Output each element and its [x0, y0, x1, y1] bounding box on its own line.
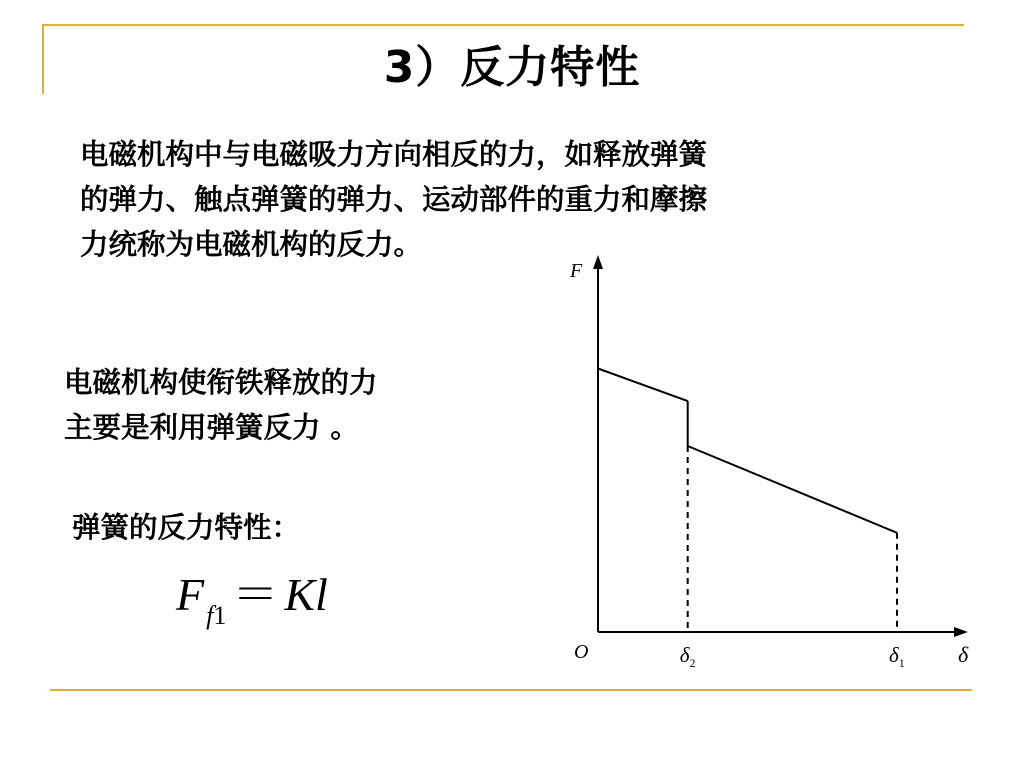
- formula-force-symbol: F: [176, 569, 205, 620]
- formula-subscript: [206, 601, 226, 630]
- release-note: [64, 360, 534, 450]
- slide-title: 3）反力特性: [383, 42, 641, 93]
- spring-characteristic-label: 弹簧的反力特性：: [72, 511, 301, 544]
- spring-force-formula: [176, 565, 328, 632]
- x-tick-subscript: 2: [689, 656, 696, 670]
- frame-top-line: [42, 24, 964, 26]
- x-tick-label: $\delta_1$: [889, 643, 905, 670]
- formula-subscript-letter: f: [206, 601, 214, 630]
- release-line: 主要是利用弹簧反力 。: [64, 411, 359, 444]
- x-axis-arrow: [954, 627, 968, 637]
- force-segment-2: [688, 446, 897, 533]
- frame-bottom-line: [50, 689, 972, 691]
- y-axis-arrow: [593, 255, 603, 269]
- release-line: 电磁机构使衔铁释放的力: [64, 366, 378, 399]
- force-segment-1: [598, 369, 688, 402]
- formula-subscript-number: 1: [213, 601, 227, 630]
- intro-line: 电磁机构中与电磁吸力方向相反的力，如释放弹簧: [80, 138, 708, 171]
- origin-label: O: [574, 641, 589, 663]
- x-tick-subscript: 1: [898, 656, 905, 670]
- formula-equals: ＝: [232, 569, 279, 620]
- intro-line: 力统称为电磁机构的反力。: [80, 228, 423, 261]
- x-axis-label: δ: [958, 642, 969, 667]
- reaction-force-chart: [560, 245, 1000, 685]
- intro-line: 的弹力、触点弹簧的弹力、运动部件的重力和摩擦: [80, 183, 708, 216]
- x-tick-label: $\delta_2$: [679, 643, 696, 670]
- formula-rhs: Kl: [284, 569, 328, 620]
- y-axis-label: F: [570, 260, 583, 282]
